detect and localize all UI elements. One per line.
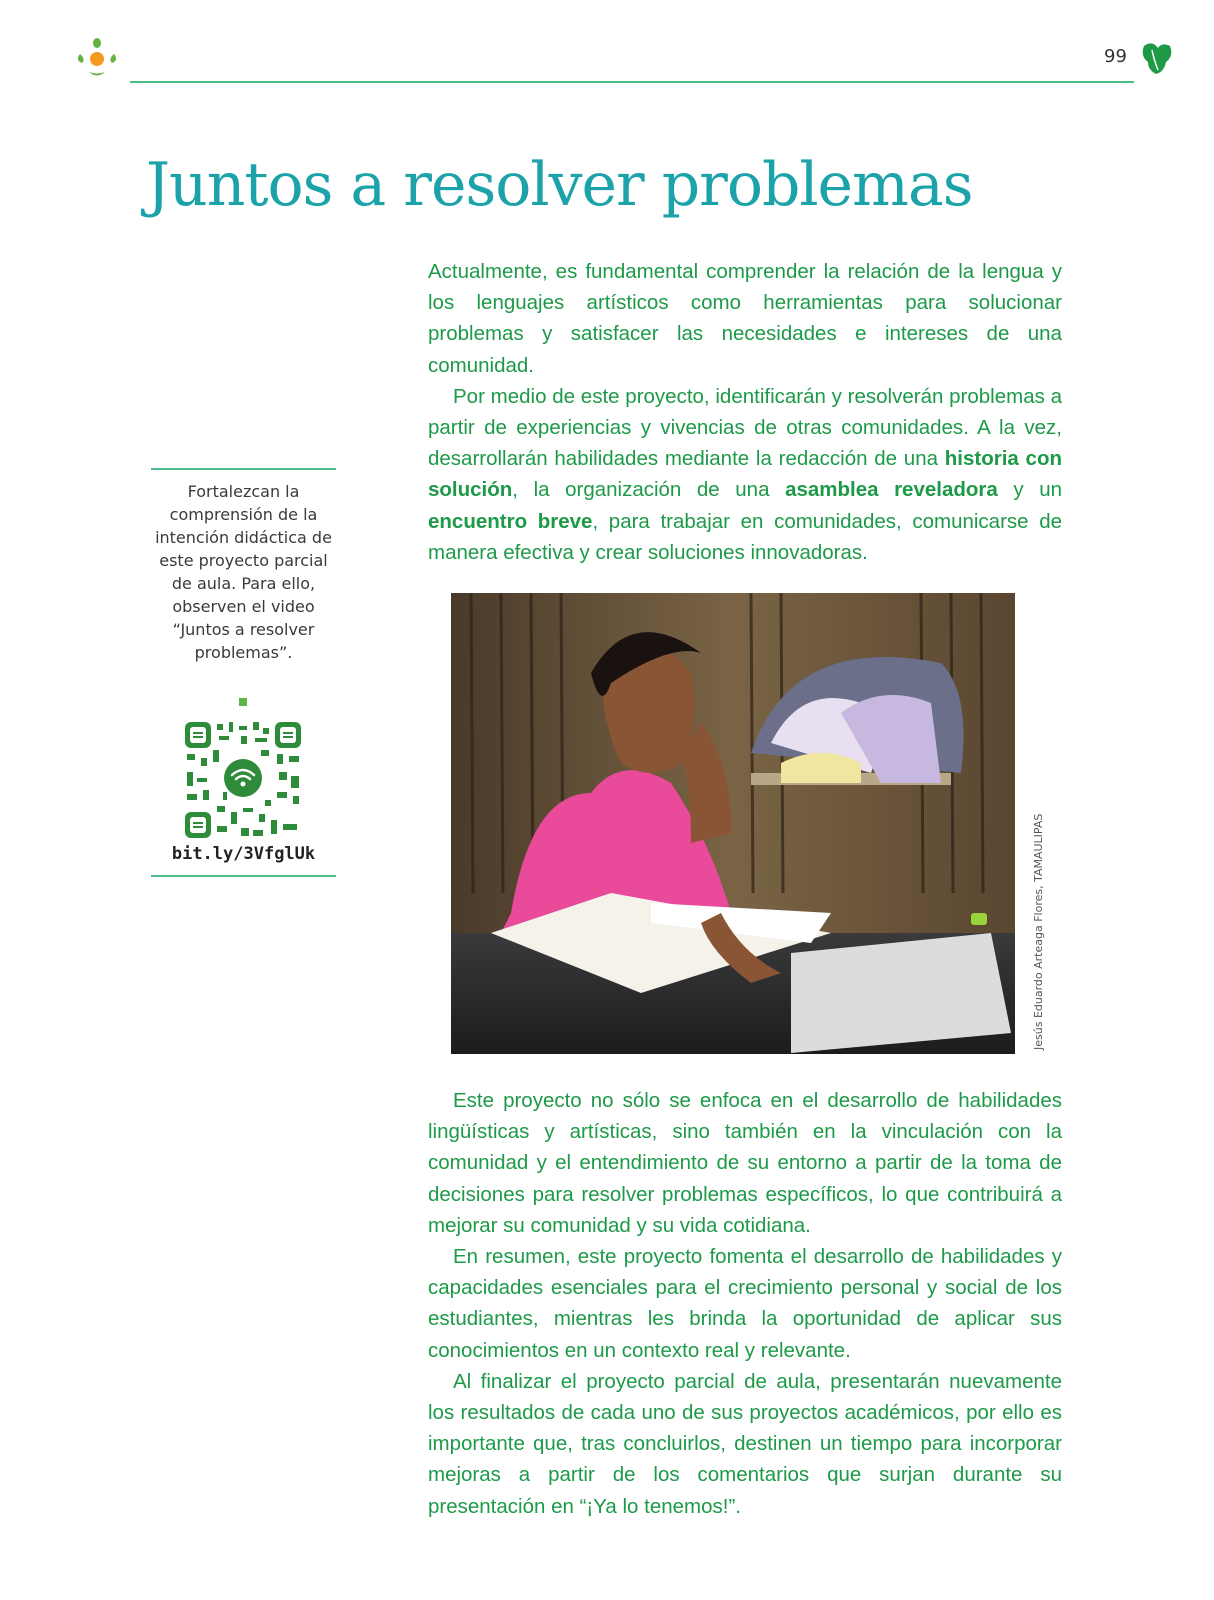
sidebar-rule-bottom	[151, 875, 336, 877]
closing-paragraph-1: Este proyecto no sólo se enfoca en el desarrollo de habilidades lingüísticas y artísticas, sino también en la vinculación con la comunidad y el entendimiento de su entorno a partir de la toma de decisiones para resolver problemas específicos, lo que contribuirá a mejorar su comunidad y su vida cotidiana.	[428, 1089, 1062, 1237]
intro-paragraph-1: Actualmente, es fundamental comprender la relación de la lengua y los lenguajes artísticos como herramientas para solucionar problemas y satisfacer las necesidades e intereses de una comunidad.	[428, 260, 1062, 377]
video-link[interactable]: bit.ly/3VfglUk	[171, 844, 316, 864]
sidebar-bullet	[239, 698, 247, 706]
term-historia: historia con solución	[428, 447, 1062, 502]
intro-p2-end: , para trabajar en comunidades, comunicarse de manera efectiva y crear soluciones innovadoras.	[428, 509, 1063, 564]
community-logo-icon	[72, 34, 122, 84]
qr-code-icon[interactable]	[183, 720, 303, 840]
header-rule	[130, 81, 1134, 83]
page-number: 99	[1104, 46, 1127, 67]
intro-p2-start: Por medio de este proyecto, identificarán y resolverán problemas a partir de experiencias y vivencias de otras comunidades. A la vez, desarrollarán habilidades mediante la redacción de una	[428, 384, 1062, 471]
closing-paragraph-3: Al finalizar el proyecto parcial de aula, presentarán nuevamente los resultados de cada uno de sus proyectos académicos, por ello es importante que, tras concluirlos, destinen un tiempo para incorporar mejoras a partir de los comentarios que surjan durante su presentación en “¡Ya lo tenemos!”.	[428, 1369, 1062, 1518]
intro-paragraph-2	[428, 381, 1062, 568]
closing-text	[428, 1085, 1062, 1522]
sidebar-text: Fortalezcan la comprensión de la intención didáctica de este proyecto parcial de aula. Para ello, observen el video “Juntos a resolver problemas”.	[155, 482, 332, 662]
term-encuentro: encuentro breve	[428, 509, 593, 533]
intro-text	[428, 256, 1062, 568]
term-asamblea: asamblea reveladora	[785, 478, 998, 502]
closing-paragraph-2: En resumen, este proyecto fomenta el desarrollo de habilidades y capacidades esenciales para el crecimiento personal y social de los estudiantes, mientras les brinda la oportunidad de aplicar sus conocimientos en un contexto real y relevante.	[428, 1245, 1062, 1362]
video-sidebar	[151, 468, 336, 878]
student-writing-photo	[451, 593, 1015, 1054]
photo-credit-text: Jesús Eduardo Arteaga Flores, TAMAULIPAS	[1032, 813, 1045, 1050]
page-title: Juntos a resolver problemas	[146, 150, 973, 220]
sidebar-rule-top	[151, 468, 336, 470]
leaf-icon	[1140, 40, 1174, 76]
intro-p2-mid1: , la organización de una	[512, 478, 770, 502]
intro-p2-mid2: y un	[1013, 478, 1062, 502]
